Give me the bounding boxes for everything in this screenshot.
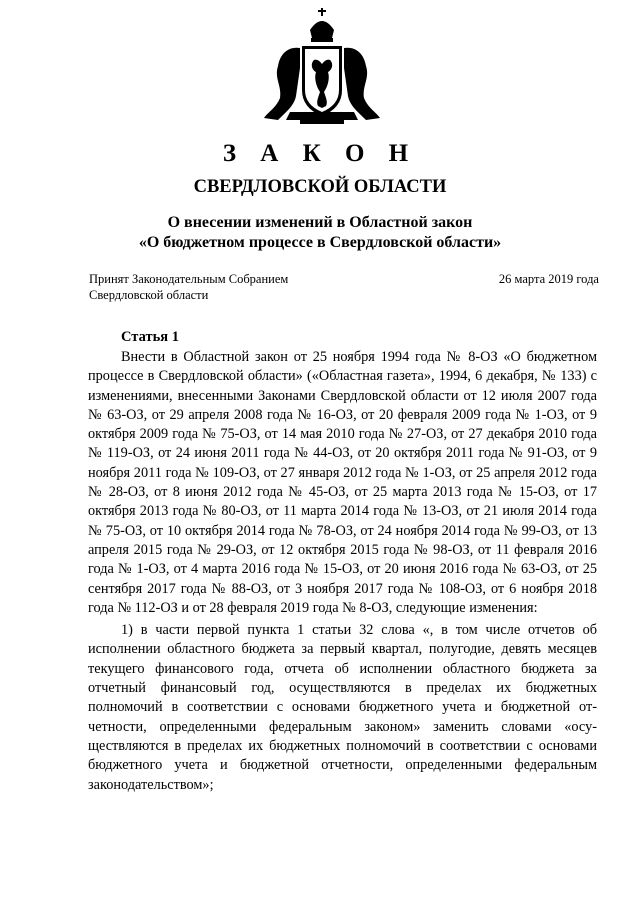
- adopted-by: [89, 271, 349, 303]
- article-heading: Статья 1: [121, 329, 179, 345]
- adopted-by-line2: Свердловской области: [89, 288, 209, 302]
- law-name-line2: «О бюджетном процессе в Свердловской области»: [138, 234, 502, 251]
- paragraph: Внести в Областной закон от 25 ноября 1994 года № 8-ОЗ «О бюджетном процессе в Свердловской области» («Областная газета», 1994, 6 декабря, № 133) с изменениями, внесенными Законами Свердловской области от 12 июля 2007 года № 63-ОЗ, от 29 апреля 2008 года № 16-ОЗ, от 20 февраля 2009 года № 1-ОЗ, от 9 октября 2009 года № 75-ОЗ, от 14 мая 2010 года № 27-ОЗ, от 27 декабря 2010 года № 119-ОЗ, от 24 июня 2011 года № 44-ОЗ, от 20 октября 2011 года № 91-ОЗ, от 9 ноября 2011 года № 109-ОЗ, от 27 января 2012 года № 1-ОЗ, от 25 апреля 2012 года № 28-ОЗ, от 8 июня 2012 года № 45-ОЗ, от 25 марта 2013 года № 15-ОЗ, от 17 октября 2013 года № 80-ОЗ, от 11 марта 2014 года № 13-ОЗ, от 21 июля 2014 года № 75-ОЗ, от 10 октября 2014 года № 78-ОЗ, от 24 ноября 2014 года № 99-ОЗ, от 13 апреля 2015 года № 29-ОЗ, от 12 октября 2015 года № 98-ОЗ, от 11 февраля 2016 года № 1-ОЗ, от 4 марта 2016 года № 15-ОЗ, от 20 июня 2016 года № 63-ОЗ, от 25 сентября 2017 года № 88-ОЗ, от 3 ноября 2017 года № 108-ОЗ, от 6 ноября 2018 года № 112-ОЗ и от 28 февраля 2019 года № 8-ОЗ, следующие изменения:: [88, 349, 597, 616]
- document-body: [88, 348, 597, 795]
- adoption-date: 26 марта 2019 года: [498, 272, 599, 286]
- law-name-line1: О внесении изменений в Областной закон: [167, 214, 473, 231]
- paragraph: 1) в части первой пункта 1 статьи 32 слова «, в том числе отчетов об исполнении областного бюджета за первый квартал, полугодие, девять месяцев текущего финансового года, отчета об исполнении областного бюджета за отчетный финансовый год, осуществляются в пределах их бюджетных полномочий в соответствии с основами бюджетного учета и бюджетной отчетности, определенными федеральным законом» заменить словами «осуществляются в пределах их бюджетных полномочий в соответствии с основами бюджетного учета и бюджетной отчетности, определенными федеральным законодательством»;: [88, 622, 597, 793]
- law-name: [0, 213, 640, 253]
- document-subtitle: СВЕРДЛОВСКОЙ ОБЛАСТИ: [193, 177, 447, 197]
- coat-of-arms-icon: [260, 8, 384, 126]
- adopted-by-line1: Принят Законодательным Собранием: [89, 272, 289, 286]
- document-title: З А К О Н: [222, 140, 418, 167]
